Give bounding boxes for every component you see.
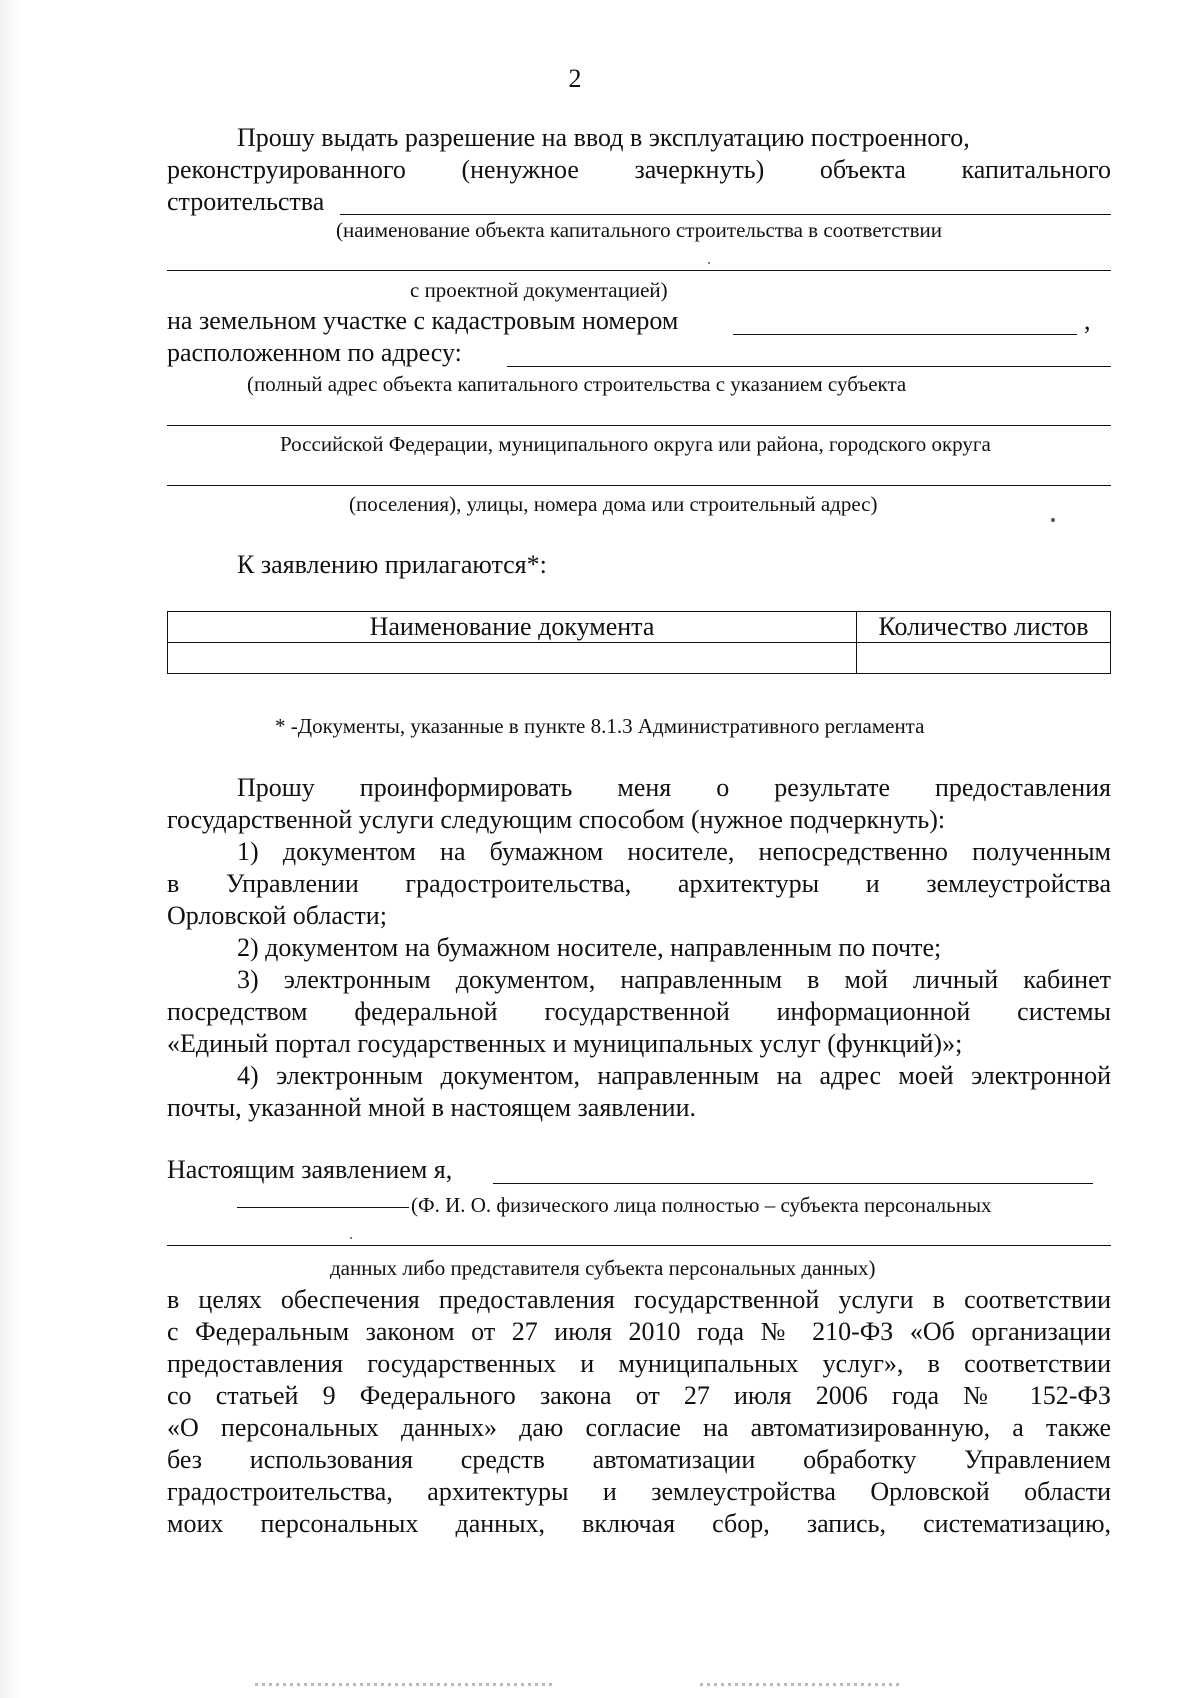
cadastral-label: на земельном участке с кадастровым номером <box>167 306 679 335</box>
consent-line-3: предоставления государственных и муниципальных услуг», в соответствии <box>167 1349 1111 1378</box>
consent-line-4: со статьей 9 Федерального закона от 27 июля 2006 года № 152-ФЗ <box>167 1381 1111 1410</box>
cadastral-comma: , <box>1084 306 1091 335</box>
table-row <box>168 643 1111 674</box>
option-4-line-1[interactable]: 4) электронным документом, направленным на адрес моей электронной <box>237 1061 1111 1090</box>
page-number: 2 <box>568 64 582 93</box>
scan-speck <box>1051 518 1055 522</box>
scan-noise <box>255 1683 555 1686</box>
full-name-field-2[interactable] <box>167 1245 1111 1246</box>
consent-line-7: градостроительства, архитектуры и землеустройства Орловской области <box>167 1477 1111 1506</box>
request-line-1: Прошу выдать разрешение на ввод в эксплуатацию построенного, <box>237 123 970 152</box>
option-1-line-1[interactable]: 1) документом на бумажном носителе, непосредственно полученным <box>237 837 1111 866</box>
full-name-field[interactable] <box>493 1183 1093 1184</box>
scan-shadow <box>0 0 22 1698</box>
consent-label: Настоящим заявлением я, <box>167 1155 453 1184</box>
inform-line-1: Прошу проинформировать меня о результате предоставления <box>237 773 1111 802</box>
consent-line-8: моих персональных данных, включая сбор, запись, систематизацию, <box>167 1509 1111 1538</box>
address-field-3[interactable] <box>167 485 1111 486</box>
request-line-3: строительства <box>167 187 325 216</box>
request-line-2: реконструированного (ненужное зачеркнуть) объекта капитального <box>167 155 1111 184</box>
consent-caption-1: (Ф. И. О. физического лица полностью – субъекта персональных <box>411 1193 992 1217</box>
address-field[interactable] <box>507 366 1111 367</box>
cadastral-number-field[interactable] <box>733 334 1077 335</box>
attachments-heading: К заявлению прилагаются*: <box>237 550 547 579</box>
attachments-table <box>167 611 1111 674</box>
caption-object-2: с проектной документацией) <box>410 278 668 302</box>
column-header-sheets: Количество листов <box>857 612 1111 643</box>
scan-speck <box>350 1237 352 1239</box>
column-header-document: Наименование документа <box>168 612 857 643</box>
option-1-line-3[interactable]: Орловской области; <box>167 901 387 930</box>
cell-document-name[interactable] <box>168 643 857 674</box>
consent-line-5: «О персональных данных» даю согласие на автоматизированную, а также <box>167 1413 1111 1442</box>
caption-object-1: (наименование объекта капитального строительства в соответствии <box>336 218 942 242</box>
option-3-line-2[interactable]: посредством федеральной государственной информационной системы <box>167 997 1111 1026</box>
object-name-field-2[interactable] <box>167 270 1111 271</box>
option-4-line-2: почты, указанной мной в настоящем заявлении. <box>167 1093 696 1122</box>
table-header-row <box>168 612 1111 643</box>
address-field-2[interactable] <box>167 425 1111 426</box>
cell-sheet-count[interactable] <box>857 643 1111 674</box>
scan-speck <box>708 262 710 264</box>
option-1-line-2[interactable]: в Управлении градостроительства, архитектуры и землеустройства <box>167 869 1111 898</box>
consent-caption-2: данных либо представителя субъекта персональных данных) <box>330 1256 876 1280</box>
consent-line-2: с Федеральным законом от 27 июля 2010 года № 210-ФЗ «Об организации <box>167 1317 1111 1346</box>
footnote: * -Документы, указанные в пункте 8.1.3 Административного регламента <box>275 714 925 738</box>
option-3-line-1[interactable]: 3) электронным документом, направленным в мой личный кабинет <box>237 965 1111 994</box>
caption-address-1: (полный адрес объекта капитального строительства с указанием субъекта <box>247 372 907 396</box>
consent-line-6: без использования средств автоматизации обработку Управлением <box>167 1445 1111 1474</box>
caption-address-3: (поселения), улицы, номера дома или строительный адрес) <box>349 492 878 516</box>
scan-noise <box>700 1683 900 1686</box>
consent-line-1: в целях обеспечения предоставления государственной услуги в соответствии <box>167 1285 1111 1314</box>
inform-line-2: государственной услуги следующим способом (нужное подчеркнуть): <box>167 805 946 834</box>
full-name-field-lead[interactable] <box>237 1207 409 1208</box>
option-2[interactable]: 2) документом на бумажном носителе, направленным по почте; <box>237 933 942 962</box>
caption-address-2: Российской Федерации, муниципального округа или района, городского округа <box>280 432 991 456</box>
address-label: расположенном по адресу: <box>167 338 462 367</box>
option-3-line-3[interactable]: «Единый портал государственных и муниципальных услуг (функций)»; <box>167 1029 963 1058</box>
object-name-field[interactable] <box>340 214 1111 215</box>
